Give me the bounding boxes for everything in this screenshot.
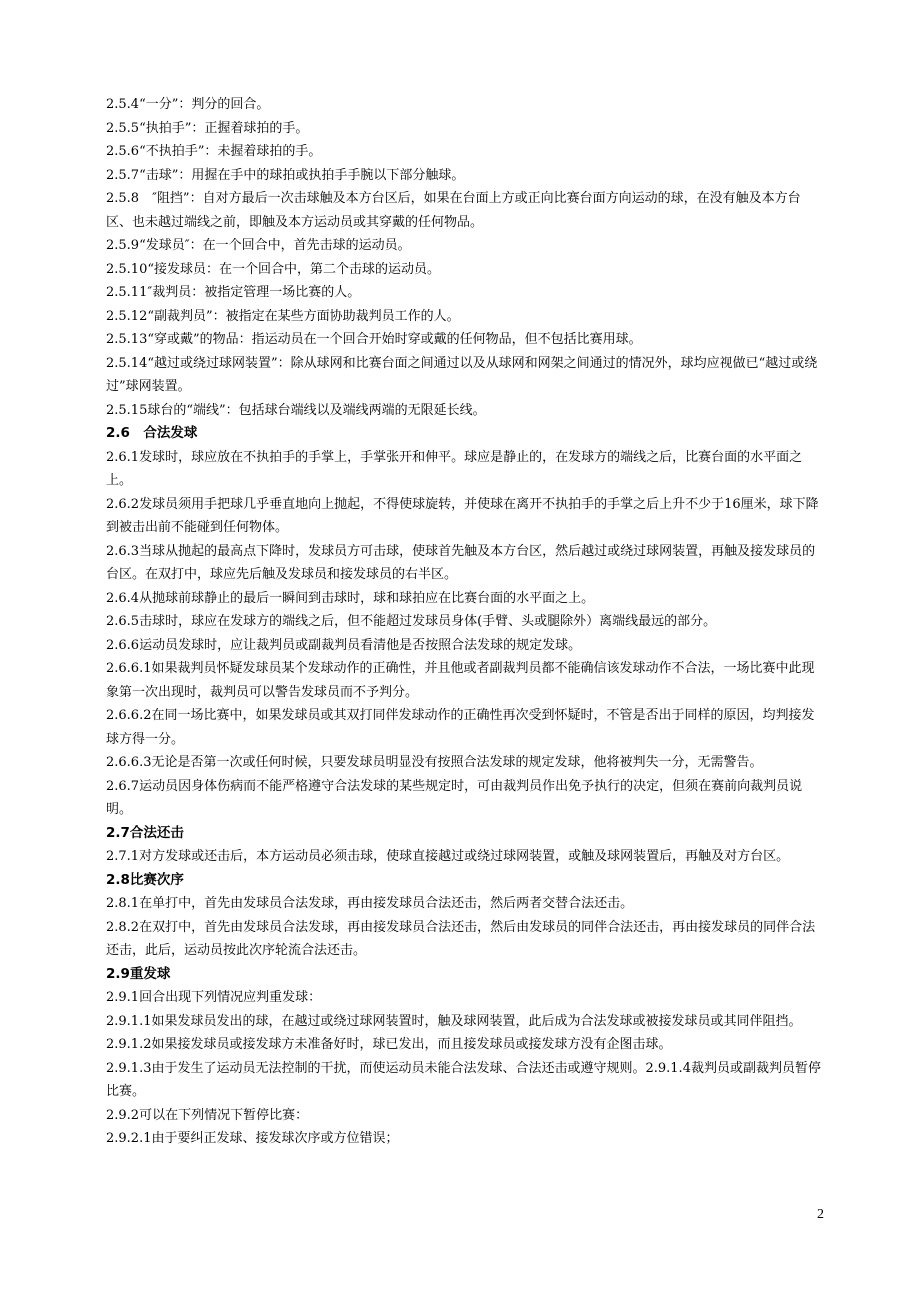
rule-paragraph: 2.5.15球台的“端线”：包括球台端线以及端线两端的无限延长线。 bbox=[106, 402, 486, 418]
rule-paragraph: 2.9.1.1如果发球员发出的球，在越过或绕过球网装置时，触及球网装置，此后成为合法发球或被接发球员或其同伴阻挡。 bbox=[106, 1013, 802, 1029]
rule-paragraph: 2.9.2.1由于要纠正发球、接发球次序或方位错误； bbox=[106, 1131, 399, 1146]
rule-paragraph: 2.6.7运动员因身体伤病而不能严格遵守合法发球的某些规定时，可由裁判员作出免予执行的决定，但须在赛前向裁判员说明。 bbox=[106, 778, 803, 817]
rule-paragraph: 2.6.2发球员须用手把球几乎垂直地向上抛起，不得使球旋转，并使球在离开不执拍手的手掌之后上升不少于16厘米，球下降到被击出前不能碰到任何物体。 bbox=[106, 496, 819, 535]
section-heading: 2.6 合法发球 bbox=[106, 425, 198, 441]
rule-paragraph: 2.5.8 ″阻挡”：自对方最后一次击球触及本方台区后，如果在台面上方或正向比赛台面方向运动的球，在没有触及本方台区、也未越过端线之前，即触及本方运动员或其穿戴的任何物品。 bbox=[106, 191, 801, 230]
document-body bbox=[106, 93, 822, 1151]
rule-paragraph: 2.9.2可以在下列情况下暂停比赛： bbox=[106, 1107, 309, 1123]
rule-paragraph: 2.9.1.3由于发生了运动员无法控制的干扰，而使运动员未能合法发球、合法还击或遵守规则。2.9.1.4裁判员或副裁判员暂停比赛。 bbox=[106, 1060, 821, 1099]
rule-paragraph: 2.7.1对方发球或还击后，本方运动员必须击球，使球直接越过或绕过球网装置，或触及球网装置后，再触及对方台区。 bbox=[106, 849, 790, 864]
section-heading: 2.7合法还击 bbox=[106, 824, 184, 841]
rule-paragraph: 2.6.6.2在同一场比赛中，如果发球员或其双打同伴发球动作的正确性再次受到怀疑时，不管是否出于同样的原因，均判接发球方得一分。 bbox=[106, 708, 815, 747]
rule-paragraph: 2.5.7“击球”：用握在手中的球拍或执拍手手腕以下部分触球。 bbox=[106, 167, 465, 183]
rule-paragraph: 2.5.6“不执拍手”：未握着球拍的手。 bbox=[106, 144, 322, 159]
rule-paragraph: 2.6.6.1如果裁判员怀疑发球员某个发球动作的正确性，并且他或者副裁判员都不能确信该发球动作不合法，一场比赛中此现象第一次出现时，裁判员可以警告发球员而不予判分。 bbox=[106, 661, 815, 700]
rule-paragraph: 2.8.2在双打中，首先由发球员合法发球，再由接发球员合法还击，然后由发球员的同伴合法还击，再由接发球员的同伴合法还击，此后，运动员按此次序轮流合法还击。 bbox=[106, 919, 816, 958]
rule-paragraph: 2.6.6运动员发球时，应让裁判员或副裁判员看清他是否按照合法发球的规定发球。 bbox=[106, 637, 582, 653]
rule-paragraph: 2.6.5击球时，球应在发球方的端线之后，但不能超过发球员身体(手臂、头或腿除外）离端线最远的部分。 bbox=[106, 614, 717, 629]
section-heading: 2.8比赛次序 bbox=[106, 871, 184, 888]
rule-paragraph: 2.6.1发球时，球应放在不执拍手的手掌上，手掌张开和伸平。球应是静止的，在发球方的端线之后，比赛台面的水平面之上。 bbox=[106, 449, 803, 488]
section-heading: 2.9重发球 bbox=[106, 965, 171, 982]
rule-paragraph: 2.5.5“执拍手”：正握着球拍的手。 bbox=[106, 120, 309, 136]
rule-paragraph: 2.5.10“接发球员：在一个回合中，第二个击球的运动员。 bbox=[106, 261, 440, 277]
rule-paragraph: 2.6.4从抛球前球静止的最后一瞬间到击球时，球和球拍应在比赛台面的水平面之上。 bbox=[106, 590, 595, 606]
rule-paragraph: 2.5.11″裁判员：被指定管理一场比赛的人。 bbox=[106, 285, 361, 300]
rule-paragraph: 2.5.9“发球员″：在一个回合中，首先击球的运动员。 bbox=[106, 238, 411, 253]
rule-paragraph: 2.8.1在单打中，首先由发球员合法发球，再由接发球员合法还击，然后两者交替合法还击。 bbox=[106, 896, 634, 911]
rule-paragraph: 2.9.1回合出现下列情况应判重发球： bbox=[106, 990, 322, 1005]
rule-paragraph: 2.5.14“越过或绕过球网装置”：除从球网和比赛台面之间通过以及从球网和网架之间通过的情况外，球均应视做已“越过或绕过”球网装置。 bbox=[106, 355, 818, 394]
rule-paragraph: 2.9.1.2如果接发球员或接发球方未准备好时，球已发出，而且接发球员或接发球方没有企图击球。 bbox=[106, 1037, 672, 1052]
rule-paragraph: 2.6.6.3无论是否第一次或任何时候，只要发球员明显没有按照合法发球的规定发球，他将被判失一分，无需警告。 bbox=[106, 755, 763, 770]
rule-paragraph: 2.5.13“穿或戴”的物品：指运动员在一个回合开始时穿或戴的任何物品，但不包括比赛用球。 bbox=[106, 332, 642, 347]
page-number: 2 bbox=[817, 1207, 824, 1222]
rule-paragraph: 2.5.12“副裁判员”：被指定在某些方面协助裁判员工作的人。 bbox=[106, 308, 460, 324]
rule-paragraph: 2.6.3当球从抛起的最高点下降时，发球员方可击球，使球首先触及本方台区，然后越过或绕过球网装置，再触及接发球员的台区。在双打中，球应先后触及发球员和接发球员的右半区。 bbox=[106, 543, 816, 582]
rule-paragraph: 2.5.4“一分”：判分的回合。 bbox=[106, 97, 270, 112]
